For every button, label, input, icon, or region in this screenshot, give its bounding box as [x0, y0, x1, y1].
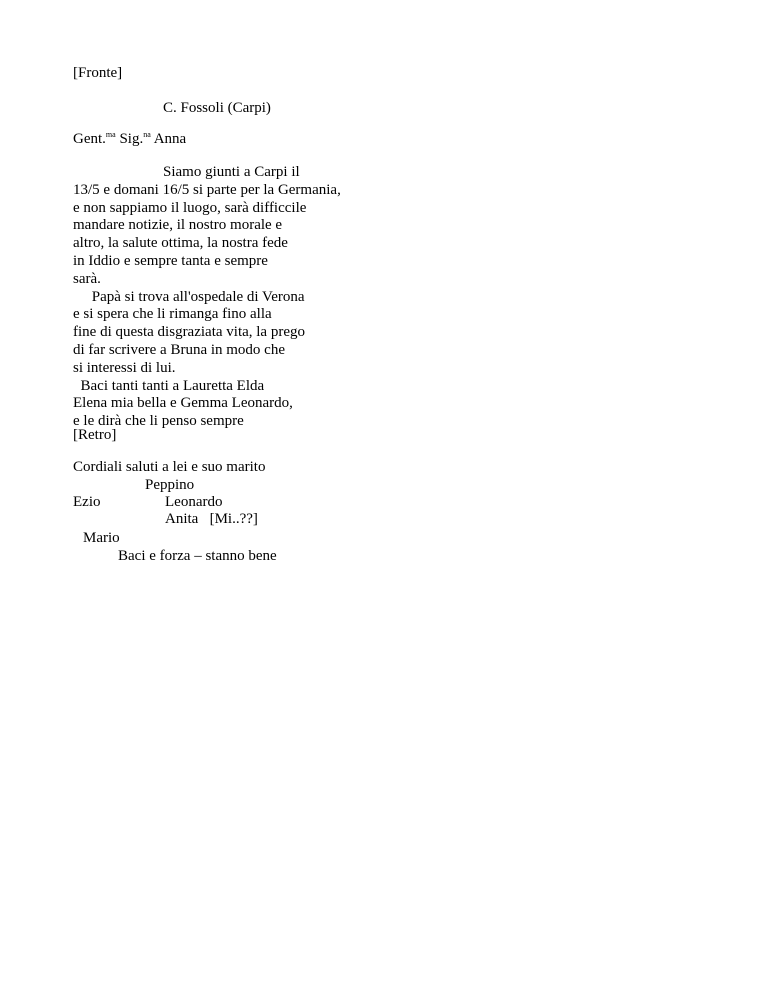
signature-mario: Mario [83, 530, 120, 546]
body-line: Papà si trova all'ospedale di Verona [73, 288, 305, 305]
letter-body [73, 164, 341, 431]
body-line: altro, la salute ottima, la nostra fede [73, 235, 288, 252]
salutation-gent-sup: ma [105, 130, 116, 139]
greeting-line: Cordiali saluti a lei e suo marito [73, 459, 266, 475]
body-line: di far scrivere a Bruna in modo che [73, 341, 285, 358]
signature-leonardo: Leonardo [165, 494, 223, 510]
body-line: in Iddio e sempre tanta e sempre [73, 252, 268, 269]
back-heading: [Retro] [73, 427, 117, 443]
body-line: si interessi di lui. [73, 359, 176, 376]
body-line: Elena mia bella e Gemma Leonardo, [73, 395, 293, 412]
body-line: mandare notizie, il nostro morale e [73, 217, 283, 234]
closing-line: Baci e forza – stanno bene [118, 548, 277, 564]
salutation-name: Anna [150, 131, 187, 147]
salutation-gent: Gent. [73, 131, 106, 147]
location-line: C. Fossoli (Carpi) [163, 100, 271, 116]
signature-anita: Anita [Mi..??] [165, 511, 258, 527]
salutation-line [73, 130, 186, 148]
body-line: e si spera che li rimanga fino alla [73, 306, 272, 323]
front-heading: [Fronte] [73, 65, 123, 81]
salutation-sig: Sig. [115, 131, 144, 147]
signature-peppino: Peppino [145, 477, 195, 493]
body-line: e le dirà che li penso sempre [73, 413, 244, 430]
body-line: Siamo giunti a Carpi il [73, 164, 300, 180]
body-line: sarà. [73, 270, 101, 287]
signature-ezio: Ezio [73, 494, 101, 510]
body-line: 13/5 e domani 16/5 si parte per la Germania, [73, 181, 341, 198]
salutation-sig-sup: na [143, 130, 151, 139]
body-line: fine di questa disgraziata vita, la prego [73, 324, 305, 341]
body-line: e non sappiamo il luogo, sarà difficcile [73, 199, 307, 216]
body-line: Baci tanti tanti a Lauretta Elda [73, 377, 265, 394]
